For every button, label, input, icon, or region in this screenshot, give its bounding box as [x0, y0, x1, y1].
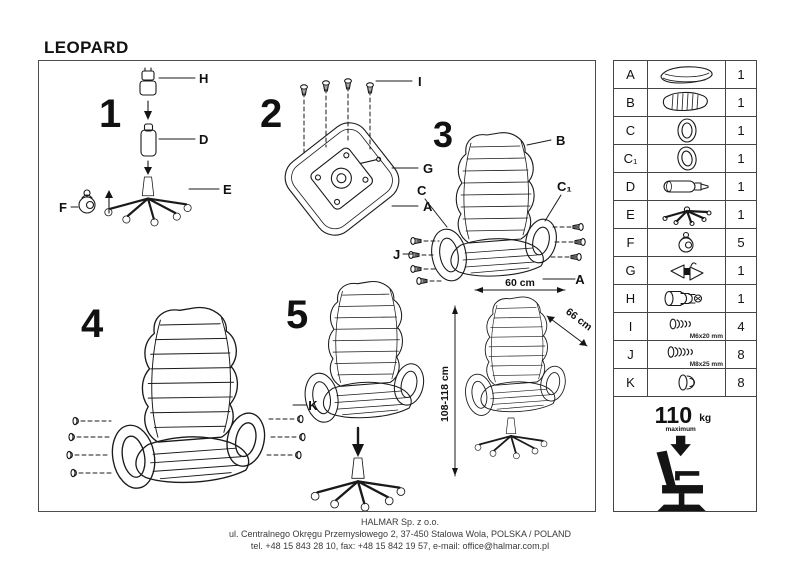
- caster-drawing: [79, 190, 95, 213]
- step-3-number: 3: [433, 114, 454, 155]
- part-qty: 1: [725, 173, 756, 200]
- part-label-a2: A: [575, 272, 585, 287]
- mechanism-icon: [648, 257, 725, 284]
- dim-width: 60 cm: [505, 277, 535, 289]
- base-star-icon: [648, 201, 725, 228]
- armrest-icon: [648, 117, 725, 144]
- part-qty: 1: [725, 117, 756, 144]
- screw-icon: [648, 341, 725, 368]
- step-5-diagram: [274, 276, 444, 511]
- part-label-i: I: [418, 74, 422, 89]
- table-row: [614, 201, 756, 229]
- part-label-b: B: [556, 133, 566, 148]
- part-qty: 8: [725, 369, 756, 396]
- dim-height: 108-118 cm: [439, 365, 451, 423]
- chair-silhouette: [656, 451, 706, 511]
- table-row: [614, 89, 756, 117]
- step-1-number: 1: [99, 92, 122, 136]
- screw-size-label: M8x25 mm: [689, 361, 723, 368]
- part-letter: I: [614, 313, 648, 340]
- dim-depth: 66 cm: [563, 305, 595, 334]
- part-label-c: C: [417, 183, 427, 198]
- weight-limit-icon: [615, 397, 756, 511]
- weight-limit-box: [614, 397, 756, 511]
- table-row: [614, 285, 756, 313]
- footer-contact: tel. +48 15 843 28 10, fax: +48 15 842 19 57, e-mail: office@halmar.com.pl: [250, 541, 550, 551]
- dimensions-diagram: [437, 276, 597, 511]
- step-1-diagram: [47, 65, 252, 227]
- part-label-k: K: [308, 398, 318, 413]
- table-row: [614, 145, 756, 173]
- step-4-number: 4: [81, 302, 104, 346]
- step-5-number: 5: [286, 293, 309, 337]
- gas-lift-icon: [648, 173, 725, 200]
- part-label-d: D: [199, 132, 209, 147]
- part-qty: 1: [725, 201, 756, 228]
- part-letter: J: [614, 341, 648, 368]
- part-label-c1: C₁: [557, 179, 572, 194]
- part-letter: C₁: [614, 145, 648, 172]
- part-qty: 1: [725, 61, 756, 88]
- part-letter: K: [614, 369, 648, 396]
- cap-icon: [648, 369, 725, 396]
- base-star-drawing: [311, 458, 405, 511]
- part-letter: E: [614, 201, 648, 228]
- part-qty: 1: [725, 89, 756, 116]
- part-label-e: E: [223, 182, 232, 197]
- armrest-icon: [648, 145, 725, 172]
- page-title: LEOPARD: [44, 38, 129, 57]
- part-label-h: H: [199, 71, 209, 86]
- caster-icon: [648, 229, 725, 256]
- sheet-frame: [38, 60, 596, 512]
- weight-unit: kg: [698, 412, 711, 424]
- table-row: [614, 61, 756, 89]
- step-3-diagram: [391, 103, 591, 295]
- base-star-drawing: [105, 177, 191, 226]
- step-2-number: 2: [260, 92, 283, 136]
- table-row: [614, 173, 756, 201]
- base-star-drawing: [475, 418, 547, 459]
- part-qty: 1: [725, 285, 756, 312]
- part-letter: H: [614, 285, 648, 312]
- part-label-f: F: [59, 200, 67, 215]
- table-row: [614, 117, 756, 145]
- part-letter: B: [614, 89, 648, 116]
- part-label-g: G: [423, 161, 434, 176]
- chair-drawing: [108, 308, 270, 492]
- footer: [0, 516, 800, 552]
- part-qty: 5: [725, 229, 756, 256]
- table-row: [614, 313, 756, 341]
- seat-icon: [648, 61, 725, 88]
- part-qty: 1: [725, 257, 756, 284]
- part-letter: G: [614, 257, 648, 284]
- table-row: [614, 341, 756, 369]
- footer-company: HALMAR Sp. z o.o.: [360, 517, 440, 527]
- part-letter: D: [614, 173, 648, 200]
- parts-table: [613, 60, 757, 512]
- table-row: [614, 257, 756, 285]
- part-qty: 8: [725, 341, 756, 368]
- screw-size-label: M6x20 mm: [689, 333, 723, 340]
- screw-icon: [648, 313, 725, 340]
- backrest-icon: [648, 89, 725, 116]
- part-qty: 1: [725, 145, 756, 172]
- part-letter: F: [614, 229, 648, 256]
- part-letter: A: [614, 61, 648, 88]
- chair-drawing: [428, 133, 561, 284]
- chair-drawing: [462, 297, 568, 418]
- part-label-j: J: [393, 247, 401, 262]
- footer-address: ul. Centralnego Okręgu Przemysłowego 2, 37-450 Stalowa Wola, POLSKA / POLAND: [228, 529, 571, 539]
- part-qty: 4: [725, 313, 756, 340]
- chair-drawing: [301, 282, 427, 425]
- table-row: [614, 369, 756, 397]
- seat-bottom-drawing: [277, 115, 407, 243]
- weight-caption: maximum: [664, 426, 696, 434]
- part-label-a: A: [423, 199, 433, 214]
- telescopic-cover-icon: [648, 285, 725, 312]
- weight-value: 110: [654, 401, 692, 428]
- part-letter: C: [614, 117, 648, 144]
- table-row: [614, 229, 756, 257]
